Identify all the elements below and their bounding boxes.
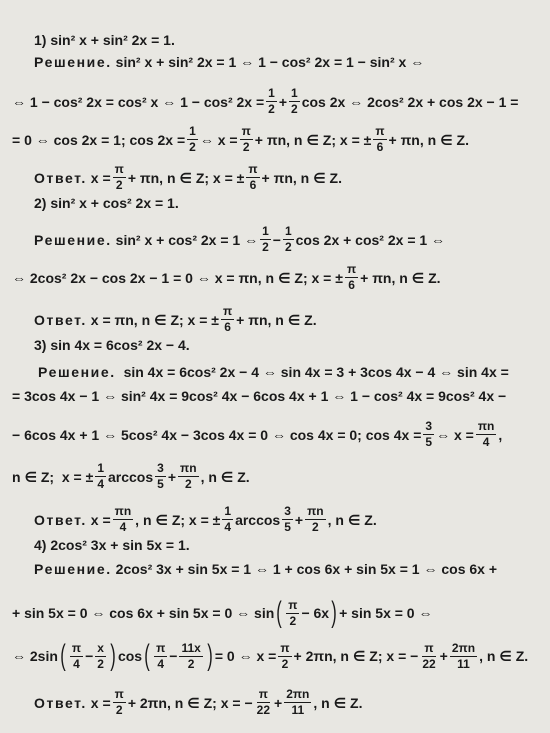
line-text: sin² x + sin² 2x = 1 ⇔ 1 − cos² 2x = 1 − sin² x ⇔	[115, 54, 425, 70]
fraction: $\frac{\pi}{22}$	[422, 640, 436, 671]
bracket-group	[58, 641, 118, 671]
line-text: 2cos² 3x + sin 5x = 1 ⇔ 1 + cos 6x + sin 5x = 1 ⇔ cos 6x +	[115, 561, 498, 577]
problem-2-statement	[0, 195, 550, 211]
problem-1-roots-line	[0, 125, 550, 154]
expr-part: −	[169, 648, 178, 664]
fraction: $\frac{3}{5}$	[157, 461, 164, 491]
fraction: $\frac{1}{2}$	[262, 224, 269, 254]
problem-2-solution-line	[0, 225, 550, 254]
problem-3-solution-line	[0, 364, 550, 380]
solution-label: Решение.	[34, 561, 112, 577]
expr-part: ⇔ x =	[436, 426, 474, 443]
expr-part: cos	[117, 648, 143, 664]
expr-part: arccos	[108, 468, 154, 485]
fraction: $\frac{\pi}{6}$	[222, 304, 233, 334]
problem-3-answer-line	[0, 505, 550, 534]
expr-part: , n ∈ Z.	[200, 468, 250, 485]
expr-part: +	[278, 93, 288, 110]
bracket-group	[142, 641, 215, 671]
fraction: $\frac{1}{2}$	[284, 224, 292, 254]
fraction: $\frac{\pi}{4}$	[156, 640, 166, 671]
fraction: $\frac{\pi}{2}$	[114, 687, 124, 717]
expr-part: arccos	[235, 511, 281, 528]
fraction: $\frac{1}{2}$	[268, 86, 275, 116]
fraction: $\frac{1}{4}$	[97, 461, 104, 491]
expr-part: , n ∈ Z.	[313, 694, 363, 711]
expr-part: +	[294, 511, 304, 528]
expr-part: x =	[90, 694, 111, 711]
fraction: $\frac{\pi}{2}$	[280, 640, 290, 671]
fraction: $\frac{\pi}{22}$	[256, 687, 270, 717]
fraction: $\frac{\pi}{6}$	[248, 162, 258, 192]
open-bracket: (	[276, 596, 283, 629]
answer-label: Ответ.	[34, 311, 87, 328]
expr-part: , n ∈ Z.	[327, 511, 377, 528]
expr-part: x = πn, n ∈ Z; x = ±	[90, 311, 219, 328]
fraction: $\frac{\pi}{6}$	[346, 262, 357, 292]
problem-2-roots-line	[0, 263, 550, 292]
close-bracket: )	[110, 639, 116, 672]
problem-4-roots-line	[0, 641, 550, 671]
problem-1-derivation-line	[0, 87, 550, 116]
expr-part: , n ∈ Z.	[479, 648, 529, 664]
expr-part: + πn, n ∈ Z.	[360, 269, 441, 286]
problem-4-solution-line	[0, 561, 550, 577]
expr-part: ,	[498, 426, 503, 443]
fraction: $\frac{\pi n}{4}$	[477, 419, 495, 449]
fraction: $\frac{3}{5}$	[425, 419, 433, 449]
expr-part: + πn, n ∈ Z; x = ±	[127, 169, 245, 186]
expr-part: + πn, n ∈ Z.	[236, 311, 317, 328]
answer-label: Ответ.	[34, 694, 87, 711]
expr-part: , n ∈ Z; x = ±	[135, 511, 221, 528]
line-text: 3) sin 4x = 6cos² 2x − 4.	[34, 337, 190, 353]
expr-part: ⇔ 2sin	[12, 648, 58, 664]
problem-4-statement	[0, 537, 550, 553]
expr-part: ⇔ x =	[199, 131, 238, 148]
fraction: $\frac{1}{2}$	[291, 86, 298, 116]
problem-2-answer-line	[0, 305, 550, 334]
fraction: $\frac{1}{2}$	[189, 124, 196, 154]
expr-part: − 6x	[301, 605, 330, 621]
line-text: sin 4x = 6cos² 2x − 4 ⇔ sin 4x = 3 + 3cos 4x − 4 ⇔ sin 4x =	[123, 364, 509, 380]
problem-4-derivation-line	[0, 598, 550, 628]
fraction: $\frac{\pi}{2}$	[114, 162, 124, 192]
expr-part: x =	[90, 511, 111, 528]
problem-1-statement	[0, 32, 550, 48]
problem-3-statement	[0, 337, 550, 353]
expr-part: + sin 5x = 0 ⇔	[339, 605, 433, 621]
problem-3-derivation-line	[0, 388, 550, 404]
open-bracket: (	[60, 639, 66, 672]
line-text: 4) 2cos² 3x + sin 5x = 1.	[34, 537, 190, 553]
expr-part: = 0 ⇔ x =	[214, 648, 277, 664]
bracket-group	[274, 598, 339, 628]
expr-part: sin² x + cos² 2x = 1 ⇔	[115, 231, 259, 248]
fraction: $\frac{2\pi n}{11}$	[286, 687, 310, 717]
line-text: = 3cos 4x − 1 ⇔ sin² 4x = 9cos² 4x − 6cos 4x + 1 ⇔ 1 − cos² 4x = 9cos² 4x −	[12, 388, 507, 404]
expr-part: ⇔ 1 − cos² 2x = cos² x ⇔ 1 − cos² 2x =	[12, 93, 265, 110]
expr-part: +	[167, 468, 177, 485]
open-bracket: (	[144, 639, 150, 672]
expr-part: +	[439, 648, 448, 664]
expr-part: + sin 5x = 0 ⇔ cos 6x + sin 5x = 0 ⇔ sin	[12, 605, 275, 621]
problem-4-answer-line	[0, 688, 550, 717]
fraction: $\frac{\pi}{2}$	[241, 124, 251, 154]
answer-label: Ответ.	[34, 169, 87, 186]
answer-label: Ответ.	[34, 511, 87, 528]
close-bracket: )	[331, 596, 337, 629]
fraction: $\frac{2\pi n}{11}$	[451, 640, 476, 671]
problem-3-roots-line	[0, 462, 550, 491]
solution-label: Решение.	[34, 54, 112, 70]
expr-part: + πn, n ∈ Z.	[388, 131, 469, 148]
line-text: 1) sin² x + sin² 2x = 1.	[34, 32, 175, 48]
fraction: $\frac{\pi}{4}$	[71, 640, 82, 671]
line-text: 2) sin² x + cos² 2x = 1.	[34, 195, 179, 211]
expr-part: cos 2x + cos² 2x = 1 ⇔	[295, 231, 446, 248]
expr-part: n ∈ Z; x = ±	[12, 468, 94, 485]
fraction: $\frac{11x}{2}$	[181, 640, 201, 671]
fraction: $\frac{\pi n}{4}$	[114, 504, 132, 534]
expr-part: = 0 ⇔ cos 2x = 1; cos 2x =	[12, 131, 186, 148]
close-bracket: )	[207, 639, 213, 672]
expr-part: −	[272, 231, 281, 248]
expr-part: x =	[90, 169, 111, 186]
expr-part: − 6cos 4x + 1 ⇔ 5cos² 4x − 3cos 4x = 0 ⇔ cos 4x = 0; cos 4x =	[12, 426, 422, 443]
expr-part: +	[274, 694, 283, 711]
expr-part: cos 2x ⇔ 2cos² 2x + cos 2x − 1 =	[301, 93, 519, 110]
expr-part: + πn, n ∈ Z.	[261, 169, 342, 186]
solution-label: Решение.	[34, 231, 112, 248]
problem-1-solution-line	[0, 54, 550, 70]
fraction: $\frac{\pi n}{2}$	[180, 461, 197, 491]
fraction: $\frac{1}{4}$	[224, 504, 232, 534]
fraction: $\frac{3}{5}$	[284, 504, 291, 534]
expr-part: −	[85, 648, 94, 664]
problem-1-answer-line	[0, 163, 550, 192]
expr-part: + πn, n ∈ Z; x = ±	[254, 131, 372, 148]
solution-label: Решение.	[38, 364, 116, 380]
expr-part: ⇔ 2cos² 2x − cos 2x − 1 = 0 ⇔ x = πn, n ∈ Z; x = ±	[12, 269, 343, 286]
fraction: $\frac{\pi}{2}$	[288, 597, 298, 628]
expr-part: + 2πn, n ∈ Z; x = −	[127, 694, 253, 711]
fraction: $\frac{x}{2}$	[97, 640, 104, 671]
expr-part: + 2πn, n ∈ Z; x = −	[293, 648, 419, 664]
problem-3-derivation-line-2	[0, 420, 550, 449]
fraction: $\frac{\pi}{6}$	[375, 124, 385, 154]
fraction: $\frac{\pi n}{2}$	[307, 504, 324, 534]
